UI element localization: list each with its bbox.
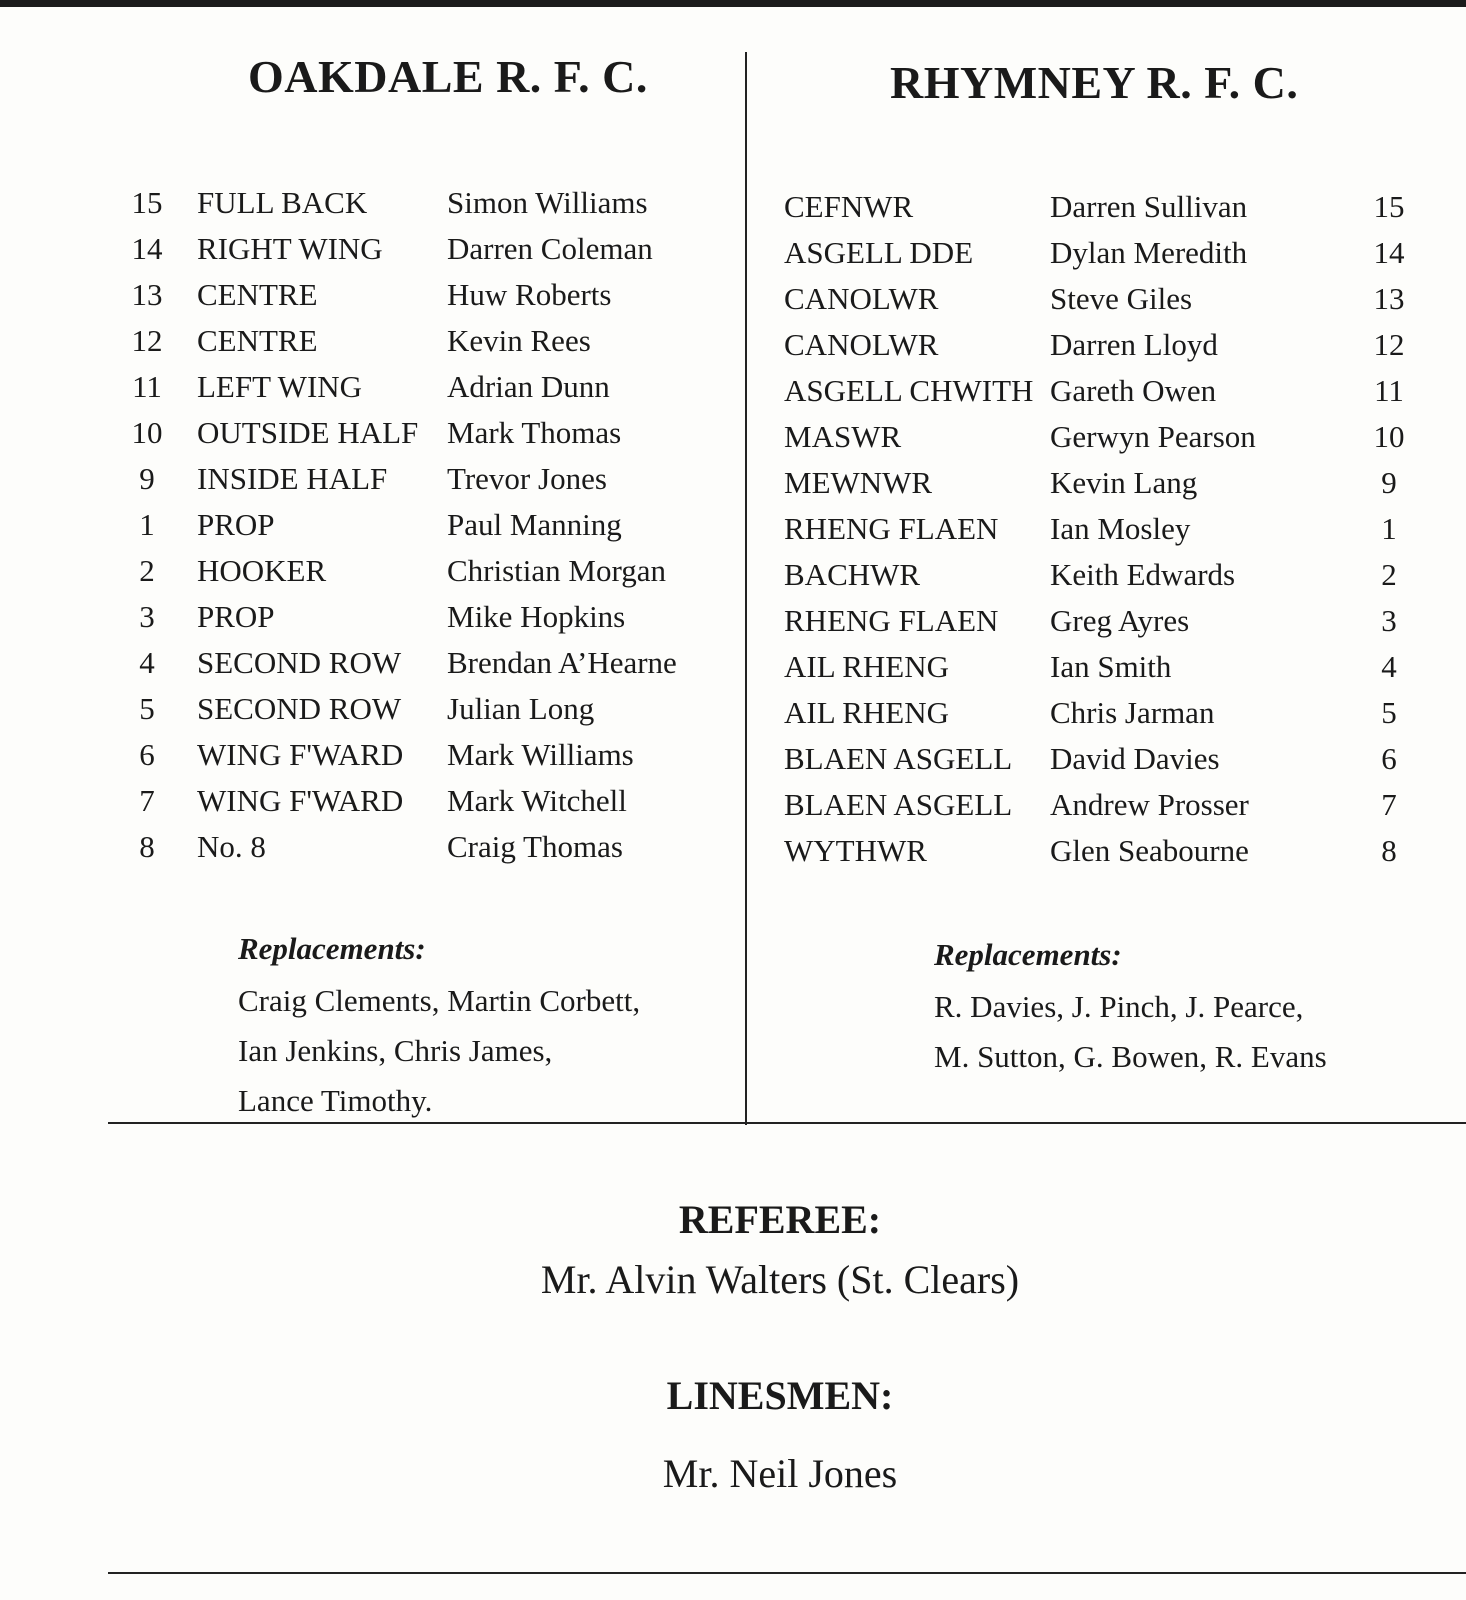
player-name: Kevin Lang [1050, 465, 1198, 500]
player-position: CENTRE [197, 277, 318, 312]
player-position: ASGELL DDE [784, 235, 974, 270]
player-name: Simon Williams [447, 185, 648, 220]
player-name: Ian Smith [1050, 649, 1172, 684]
top-border [0, 0, 1466, 7]
player-number: 7 [139, 783, 155, 818]
oakdale-replacements [238, 926, 640, 1126]
linesmen-heading: LINESMEN: [666, 1373, 894, 1418]
player-name: Darren Lloyd [1050, 327, 1218, 362]
player-number: 15 [131, 185, 163, 220]
player-name: Mark Witchell [447, 783, 627, 818]
player-number: 15 [1373, 189, 1405, 224]
player-position: BLAEN ASGELL [784, 741, 1013, 776]
rhymney-replacements-line: M. Sutton, G. Bowen, R. Evans [934, 1039, 1327, 1074]
player-position: RHENG FLAEN [784, 603, 999, 638]
team-divider [745, 52, 747, 1125]
player-number: 6 [1381, 741, 1397, 776]
player-name: Dylan Meredith [1050, 235, 1248, 270]
player-name: Mike Hopkins [447, 599, 626, 634]
player-position: RIGHT WING [197, 231, 383, 266]
player-number: 1 [139, 507, 155, 542]
player-number: 8 [139, 829, 155, 864]
player-number: 5 [139, 691, 155, 726]
player-name: Greg Ayres [1050, 603, 1190, 638]
player-position: CANOLWR [784, 327, 939, 362]
player-position: CANOLWR [784, 281, 939, 316]
rhymney-replacements-line: R. Davies, J. Pinch, J. Pearce, [934, 989, 1304, 1024]
player-number: 14 [131, 231, 163, 266]
oakdale-roster [122, 180, 742, 880]
player-position: PROP [197, 507, 275, 542]
player-number: 14 [1373, 235, 1405, 270]
player-position: ASGELL CHWITH [784, 373, 1034, 408]
player-position: AIL RHENG [784, 649, 950, 684]
player-position: MASWR [784, 419, 902, 454]
oakdale-team-title: OAKDALE R. F. C. [248, 51, 648, 102]
player-position: OUTSIDE HALF [197, 415, 419, 450]
oakdale-replacements-line: Craig Clements, Martin Corbett, [238, 983, 641, 1018]
player-position: SECOND ROW [197, 645, 402, 680]
player-name: Kevin Rees [447, 323, 591, 358]
player-number: 6 [139, 737, 155, 772]
player-position: LEFT WING [197, 369, 363, 404]
player-number: 12 [131, 323, 163, 358]
player-name: Chris Jarman [1050, 695, 1215, 730]
referee-heading: REFEREE: [678, 1197, 882, 1242]
player-name: Steve Giles [1050, 281, 1193, 316]
player-position: PROP [197, 599, 275, 634]
player-name: Gerwyn Pearson [1050, 419, 1256, 454]
player-position: CEFNWR [784, 189, 914, 224]
player-name: David Davies [1050, 741, 1220, 776]
oakdale-replacements-line: Lance Timothy. [238, 1083, 433, 1118]
rhymney-replacements-heading: Replacements: [934, 937, 1122, 972]
player-position: WING F'WARD [197, 783, 404, 818]
player-number: 13 [131, 277, 163, 312]
player-number: 11 [1374, 373, 1404, 408]
player-number: 3 [139, 599, 155, 634]
player-position: MEWNWR [784, 465, 933, 500]
player-name: Mark Thomas [447, 415, 622, 450]
player-number: 3 [1381, 603, 1397, 638]
rhymney-replacements [934, 932, 1327, 1082]
player-number: 1 [1381, 511, 1397, 546]
player-name: Brendan A’Hearne [447, 645, 677, 680]
player-position: No. 8 [197, 829, 266, 864]
player-name: Julian Long [447, 691, 595, 726]
rhymney-roster [784, 184, 1424, 884]
oakdale-replacements-line: Ian Jenkins, Chris James, [238, 1033, 553, 1068]
oakdale-replacements-heading: Replacements: [238, 931, 426, 966]
player-number: 4 [1381, 649, 1397, 684]
player-number: 4 [139, 645, 155, 680]
player-number: 2 [1381, 557, 1397, 592]
player-name: Huw Roberts [447, 277, 612, 312]
player-position: HOOKER [197, 553, 327, 588]
player-number: 2 [139, 553, 155, 588]
player-position: CENTRE [197, 323, 318, 358]
player-position: INSIDE HALF [197, 461, 388, 496]
player-name: Craig Thomas [447, 829, 623, 864]
player-name: Glen Seabourne [1050, 833, 1249, 868]
bottom-divider [108, 1572, 1466, 1574]
referee-name: Mr. Alvin Walters (St. Clears) [540, 1257, 1020, 1302]
player-name: Mark Williams [447, 737, 634, 772]
player-number: 5 [1381, 695, 1397, 730]
player-name: Trevor Jones [447, 461, 607, 496]
player-position: AIL RHENG [784, 695, 950, 730]
player-number: 11 [132, 369, 162, 404]
player-name: Adrian Dunn [447, 369, 610, 404]
player-name: Keith Edwards [1050, 557, 1236, 592]
player-name: Paul Manning [447, 507, 622, 542]
player-name: Ian Mosley [1050, 511, 1191, 546]
player-number: 7 [1381, 787, 1397, 822]
player-number: 13 [1373, 281, 1405, 316]
player-position: WING F'WARD [197, 737, 404, 772]
player-position: BACHWR [784, 557, 921, 592]
player-position: WYTHWR [784, 833, 927, 868]
player-number: 10 [131, 415, 163, 450]
player-position: BLAEN ASGELL [784, 787, 1013, 822]
player-number: 10 [1373, 419, 1405, 454]
section-divider [108, 1122, 1466, 1124]
player-position: FULL BACK [197, 185, 368, 220]
player-number: 9 [139, 461, 155, 496]
player-number: 8 [1381, 833, 1397, 868]
player-position: RHENG FLAEN [784, 511, 999, 546]
player-number: 9 [1381, 465, 1397, 500]
linesmen-name: Mr. Neil Jones [662, 1451, 898, 1496]
player-name: Christian Morgan [447, 553, 666, 588]
player-name: Andrew Prosser [1050, 787, 1249, 822]
player-number: 12 [1373, 327, 1405, 362]
player-name: Darren Coleman [447, 231, 653, 266]
player-name: Gareth Owen [1050, 373, 1217, 408]
player-position: SECOND ROW [197, 691, 402, 726]
player-name: Darren Sullivan [1050, 189, 1248, 224]
rhymney-team-title: RHYMNEY R. F. C. [890, 57, 1299, 108]
